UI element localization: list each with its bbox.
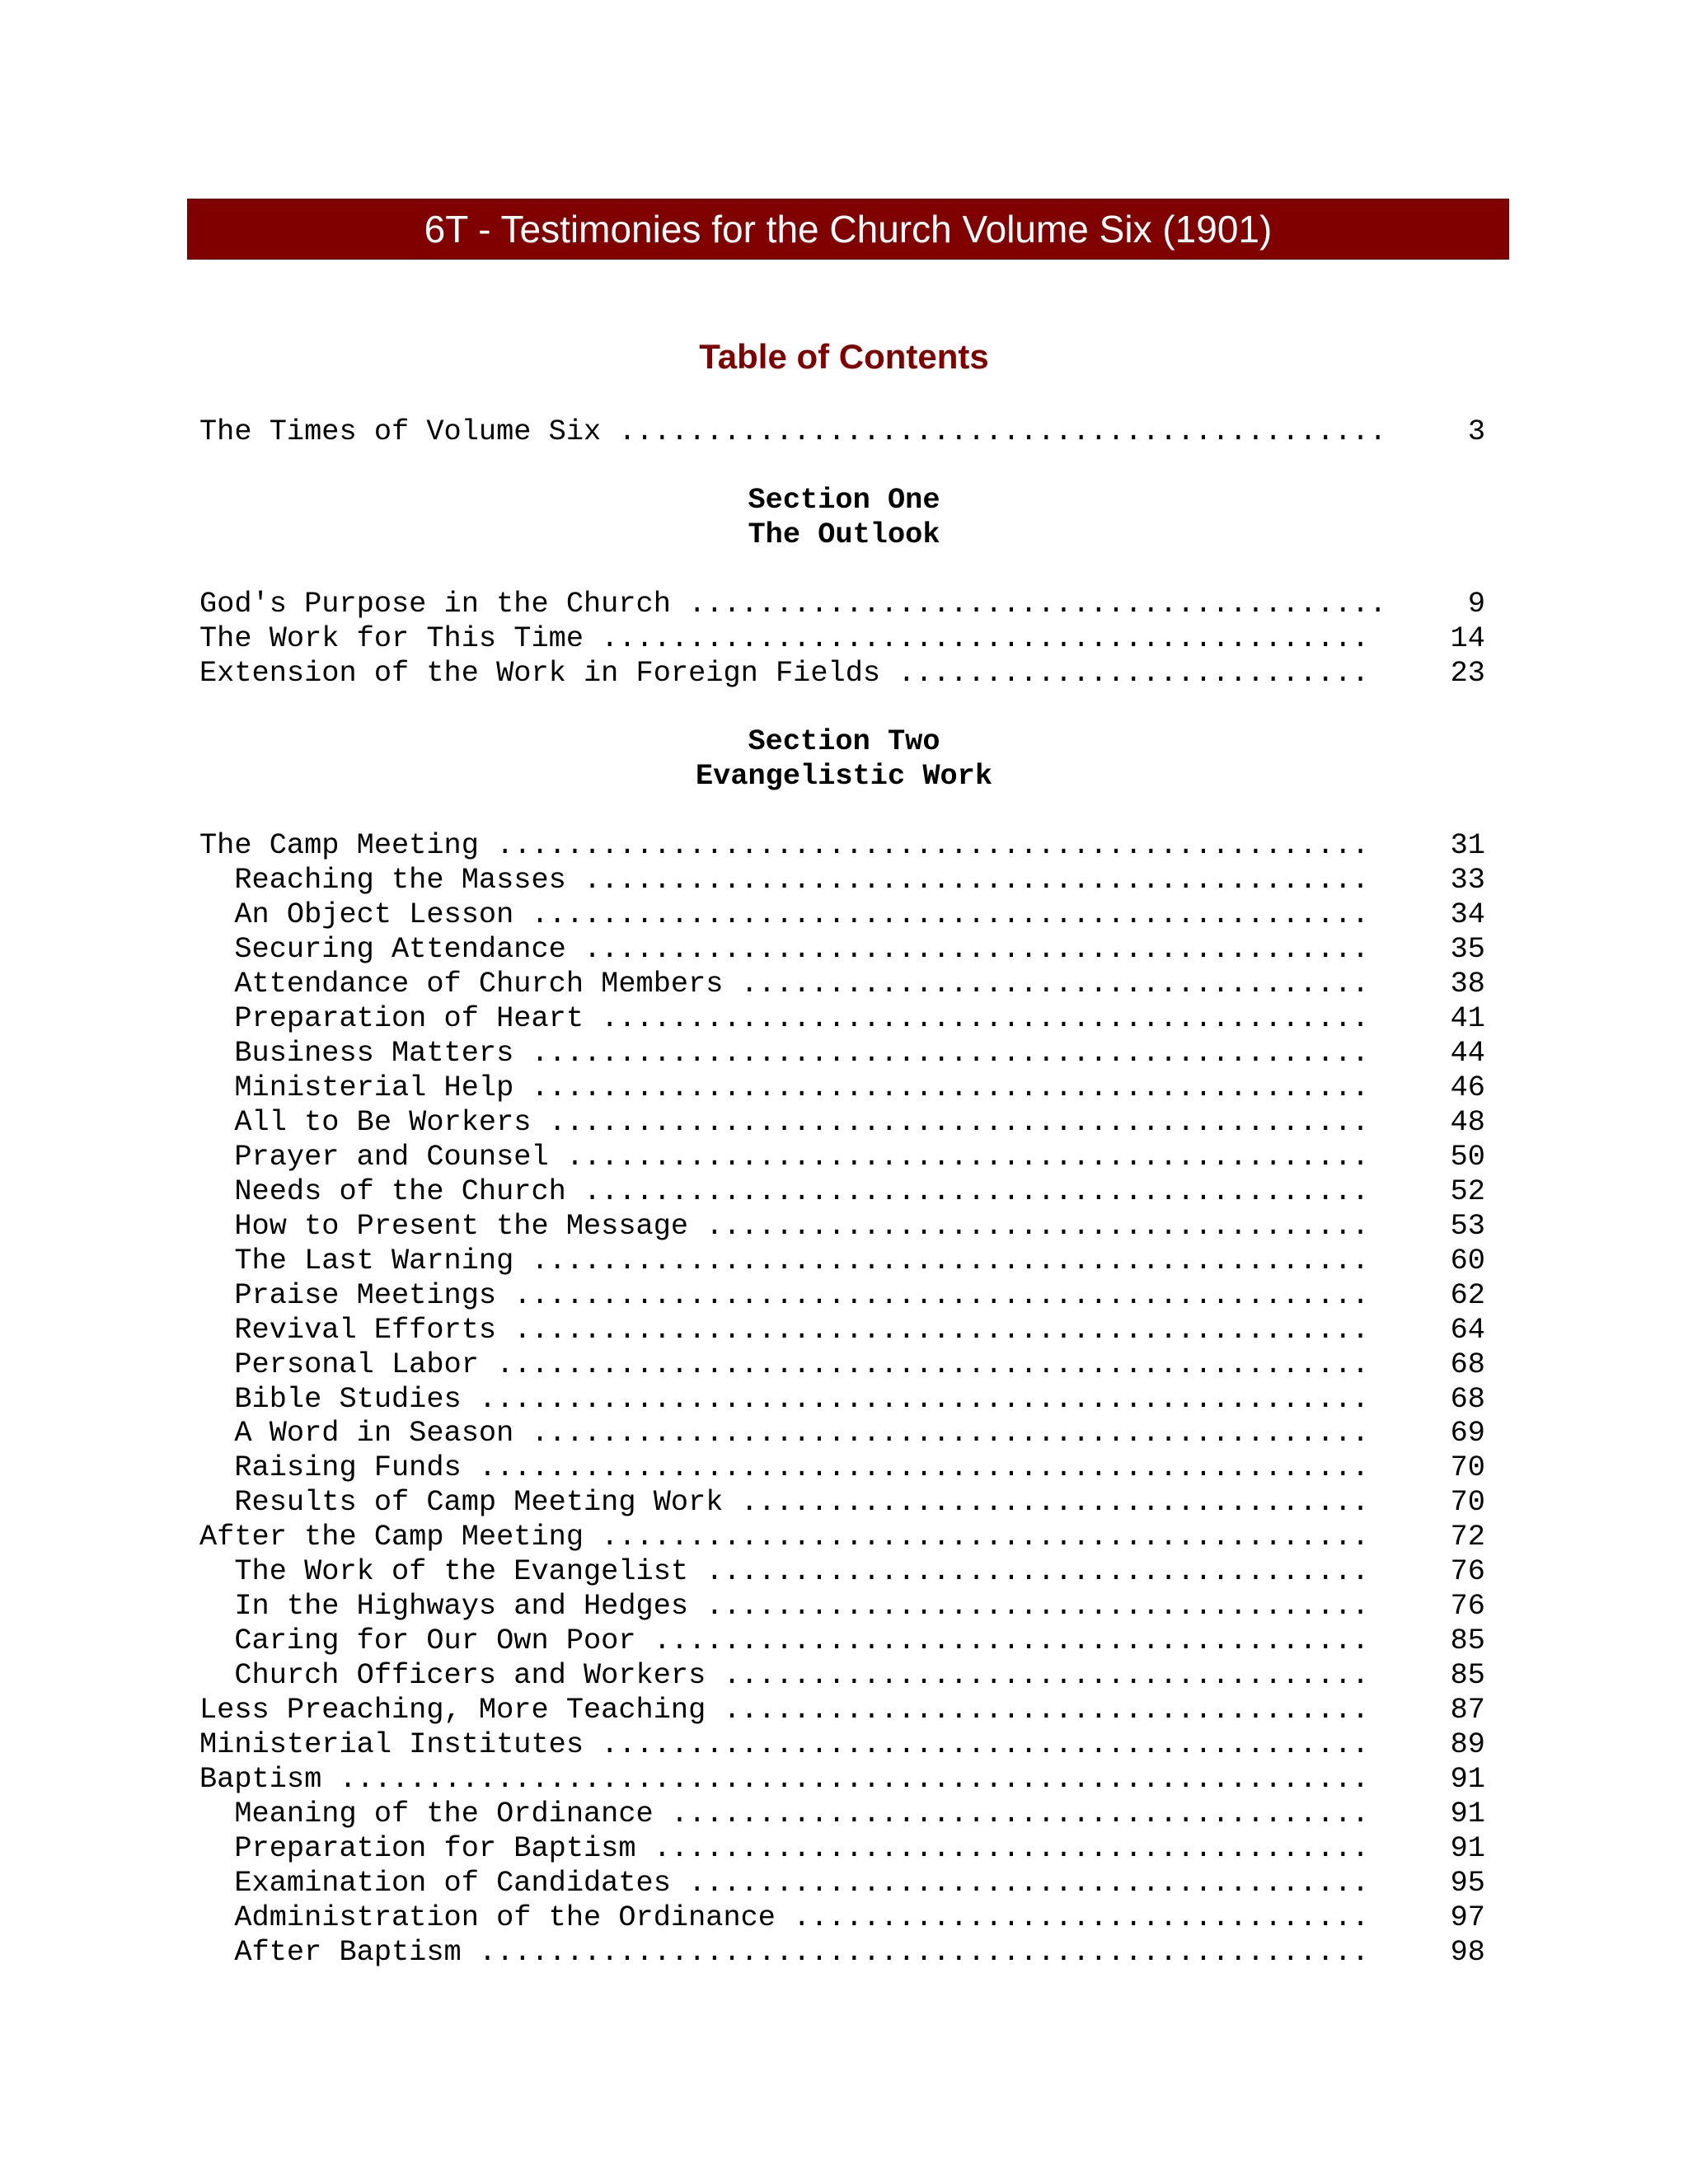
toc-entry-label: God's Purpose in the Church ........................................: [199, 588, 1387, 621]
toc-entry-label: Securing Attendance .............................................: [199, 933, 1370, 966]
toc-entry-page-number: 68: [1450, 1348, 1485, 1381]
toc-entry-label: Business Matters ................................................: [199, 1037, 1370, 1070]
section-one-heading: Section One: [748, 484, 940, 517]
toc-entry[interactable]: [199, 932, 1485, 967]
toc-entry[interactable]: [199, 1244, 1485, 1278]
section-two-subheading: Evangelistic Work: [695, 760, 993, 793]
toc-entry-label: Examination of Candidates .......................................: [199, 1867, 1370, 1900]
toc-entry-page-number: 89: [1450, 1728, 1485, 1761]
toc-entry-label: All to Be Workers ...............................................: [199, 1106, 1370, 1139]
toc-entry[interactable]: [199, 1416, 1485, 1451]
toc-entry[interactable]: [199, 898, 1485, 932]
toc-entry[interactable]: [199, 1105, 1485, 1140]
toc-entry-page-number: 95: [1450, 1867, 1485, 1900]
toc-entry-label: Church Officers and Workers .....................................: [199, 1659, 1370, 1692]
toc-entry-page-number: 38: [1450, 968, 1485, 1001]
toc-entry-label: Reaching the Masses .............................................: [199, 864, 1370, 897]
toc-entry-label: Preparation of Heart ............................................: [199, 1002, 1370, 1035]
toc-entry-page-number: 91: [1450, 1797, 1485, 1830]
toc-entry-page-number: 14: [1450, 622, 1485, 655]
toc-entry-label: Raising Funds ...................................................: [199, 1451, 1370, 1484]
toc-entry[interactable]: [199, 1485, 1485, 1520]
toc-entry[interactable]: [199, 1071, 1485, 1105]
toc-entry[interactable]: [199, 863, 1485, 898]
toc-entry-page-number: 48: [1450, 1106, 1485, 1139]
toc-entry-page-number: 62: [1450, 1279, 1485, 1312]
toc-entry[interactable]: [199, 415, 1485, 449]
section-two-heading: Section Two: [748, 725, 940, 758]
toc-entry[interactable]: [199, 621, 1485, 656]
toc-entry-page-number: 64: [1450, 1314, 1485, 1347]
toc-entry-page-number: 44: [1450, 1037, 1485, 1070]
toc-entry[interactable]: [199, 1313, 1485, 1347]
toc-entry[interactable]: [199, 1036, 1485, 1071]
toc-entry-page-number: 97: [1450, 1901, 1485, 1934]
toc-entry-label: Administration of the Ordinance .................................: [199, 1901, 1370, 1934]
toc-entry[interactable]: [199, 1001, 1485, 1036]
toc-entry-label: The Times of Volume Six ............................................: [199, 415, 1387, 448]
toc-entry-page-number: 31: [1450, 829, 1485, 862]
toc-entry-label: Results of Camp Meeting Work ....................................: [199, 1486, 1370, 1519]
toc-entry-label: Prayer and Counsel ..............................................: [199, 1141, 1370, 1174]
toc-entry-label: The Camp Meeting ..................................................: [199, 829, 1370, 862]
toc-entry[interactable]: [199, 1762, 1485, 1797]
document-banner-title: 6T - Testimonies for the Church Volume Six (1901): [187, 199, 1509, 260]
toc-entry-page-number: 76: [1450, 1590, 1485, 1623]
toc-entry-page-number: 76: [1450, 1555, 1485, 1588]
toc-entry[interactable]: [199, 1589, 1485, 1624]
toc-entry-page-number: 70: [1450, 1451, 1485, 1484]
toc-entry[interactable]: [199, 1451, 1485, 1485]
toc-entry-label: After Baptism ...................................................: [199, 1936, 1370, 1969]
toc-entry-label: Needs of the Church .............................................: [199, 1175, 1370, 1208]
toc-entry-label: The Work for This Time ............................................: [199, 622, 1370, 655]
toc-entry[interactable]: [199, 967, 1485, 1001]
toc-entry-page-number: 52: [1450, 1175, 1485, 1208]
section-one-subheading: The Outlook: [748, 518, 940, 551]
toc-entry[interactable]: [199, 1866, 1485, 1900]
toc-entry[interactable]: [199, 1658, 1485, 1693]
toc-entry-label: Praise Meetings .................................................: [199, 1279, 1370, 1312]
toc-entry[interactable]: [199, 1520, 1485, 1554]
table-of-contents-title: Table of Contents: [699, 337, 989, 376]
toc-entry-page-number: 68: [1450, 1383, 1485, 1416]
toc-entry[interactable]: [199, 656, 1485, 691]
toc-entry-label: Preparation for Baptism .........................................: [199, 1832, 1370, 1865]
toc-entry-page-number: 46: [1450, 1071, 1485, 1104]
toc-entry[interactable]: [199, 1209, 1485, 1244]
toc-entry-page-number: 41: [1450, 1002, 1485, 1035]
toc-entry-label: Caring for Our Own Poor .........................................: [199, 1624, 1370, 1657]
toc-entry-page-number: 69: [1450, 1417, 1485, 1450]
toc-entry[interactable]: [199, 1693, 1485, 1727]
toc-entry[interactable]: [199, 1347, 1485, 1382]
toc-entry-page-number: 72: [1450, 1521, 1485, 1554]
toc-entry-page-number: 33: [1450, 864, 1485, 897]
toc-entry-label: The Last Warning ................................................: [199, 1244, 1370, 1277]
toc-entry[interactable]: [199, 1900, 1485, 1935]
toc-entry-label: Personal Labor ..................................................: [199, 1348, 1370, 1381]
toc-entry-page-number: 85: [1450, 1624, 1485, 1657]
toc-entry-page-number: 60: [1450, 1244, 1485, 1277]
toc-entry-label: How to Present the Message ......................................: [199, 1210, 1370, 1243]
toc-entry-label: The Work of the Evangelist ......................................: [199, 1555, 1370, 1588]
toc-entry[interactable]: [199, 1174, 1485, 1209]
toc-entry-label: Baptism ...........................................................: [199, 1763, 1370, 1796]
toc-entry[interactable]: [199, 1727, 1485, 1762]
toc-entry[interactable]: [199, 828, 1485, 863]
toc-entry-label: In the Highways and Hedges ......................................: [199, 1590, 1370, 1623]
toc-entry-label: Bible Studies ...................................................: [199, 1383, 1370, 1416]
toc-entry-label: Less Preaching, More Teaching .....................................: [199, 1694, 1370, 1727]
toc-entry-page-number: 35: [1450, 933, 1485, 966]
toc-entry-page-number: 70: [1450, 1486, 1485, 1519]
toc-entry-page-number: 53: [1450, 1210, 1485, 1243]
toc-entry[interactable]: [199, 1935, 1485, 1970]
toc-entry[interactable]: [199, 1831, 1485, 1866]
toc-entry[interactable]: [199, 1624, 1485, 1658]
toc-entry-page-number: 34: [1450, 898, 1485, 931]
toc-entry-page-number: 91: [1450, 1763, 1485, 1796]
toc-entry-page-number: 98: [1450, 1936, 1485, 1969]
toc-entry-page-number: 85: [1450, 1659, 1485, 1692]
toc-entry[interactable]: [199, 1797, 1485, 1831]
toc-entry[interactable]: [199, 587, 1485, 621]
toc-entry-page-number: 91: [1450, 1832, 1485, 1865]
toc-entry-page-number: 23: [1450, 657, 1485, 690]
toc-entry-label: Ministerial Help ................................................: [199, 1071, 1370, 1104]
toc-entry-label: Extension of the Work in Foreign Fields ...........................: [199, 657, 1370, 690]
toc-entry[interactable]: [199, 1278, 1485, 1313]
toc-entry-label: Ministerial Institutes ............................................: [199, 1728, 1370, 1761]
toc-entry-page-number: 3: [1467, 415, 1485, 448]
toc-entry-label: Meaning of the Ordinance ........................................: [199, 1797, 1370, 1830]
toc-entry-page-number: 9: [1467, 588, 1485, 621]
toc-entry-page-number: 50: [1450, 1141, 1485, 1174]
toc-entry-label: After the Camp Meeting ............................................: [199, 1521, 1370, 1554]
toc-entry[interactable]: [199, 1140, 1485, 1174]
toc-entry-label: An Object Lesson ................................................: [199, 898, 1370, 931]
toc-entry-label: Revival Efforts .................................................: [199, 1314, 1370, 1347]
toc-entry-label: A Word in Season ................................................: [199, 1417, 1370, 1450]
toc-entry[interactable]: [199, 1382, 1485, 1417]
toc-entry-label: Attendance of Church Members ....................................: [199, 968, 1370, 1001]
toc-entry-page-number: 87: [1450, 1694, 1485, 1727]
toc-entry[interactable]: [199, 1554, 1485, 1589]
